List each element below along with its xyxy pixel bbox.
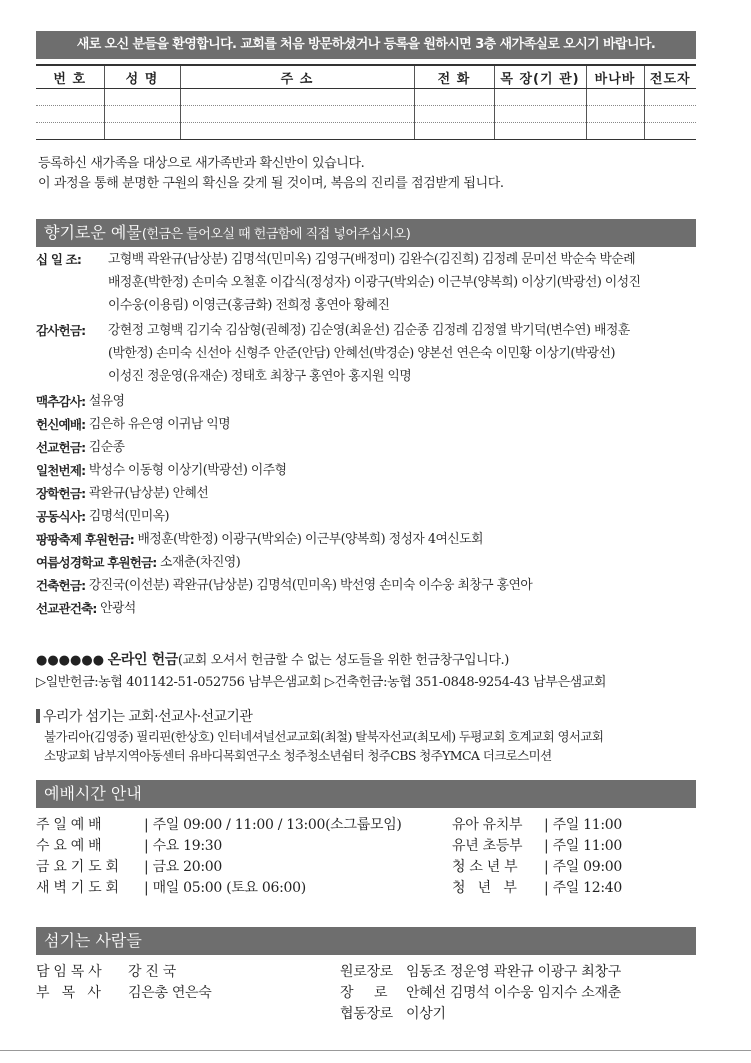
offering-names: 설유영 bbox=[88, 394, 125, 409]
offering-thanks bbox=[36, 319, 716, 388]
bottom-divider bbox=[0, 1050, 751, 1051]
offering-label: 일천번제: bbox=[36, 463, 86, 478]
offering-mission-house bbox=[36, 597, 716, 620]
header-phone: 전 화 bbox=[414, 65, 494, 89]
staff-item: 담 임 목 사 강 진 국 bbox=[36, 964, 176, 980]
table-cell[interactable] bbox=[586, 123, 644, 140]
offering-names: 안광석 bbox=[100, 601, 136, 616]
online-accounts: ▷일반헌금:농협 401142-51-052756 남부은샘교회 ▷건축헌금:농협 351-0848-9254-43 남부은샘교회 bbox=[36, 675, 607, 690]
staff-item: 부 목 사 김은총 연은숙 bbox=[36, 985, 212, 1001]
offering-label: 장학헌금: bbox=[36, 486, 86, 501]
offering-festival bbox=[36, 528, 716, 551]
worship-left-list bbox=[36, 815, 402, 899]
staff-item: 원로장로 임동조 정운영 곽완규 이광구 최창구 bbox=[340, 964, 621, 980]
online-offering bbox=[36, 649, 606, 694]
table-cell[interactable] bbox=[494, 106, 586, 123]
table-cell[interactable] bbox=[36, 89, 104, 106]
staff-left-list bbox=[36, 962, 212, 1004]
offering-thousand bbox=[36, 459, 716, 482]
table-cell[interactable] bbox=[36, 106, 104, 123]
offering-names: 강진국(이선분) 곽완규(남상분) 김명석(민미옥) 박선영 손미숙 이수웅 최창구 홍연아 bbox=[88, 578, 533, 593]
header-evangelist: 전도자 bbox=[644, 65, 696, 89]
offering-names: 배정훈(박한정) 이광구(박외순) 이근부(양복희) 정성자 4여신도회 bbox=[137, 532, 483, 547]
offering-mission bbox=[36, 436, 716, 459]
offering-names: 배정훈(박한정) 손미숙 오철훈 이갑식(정성자) 이광구(박외순) 이근부(양복희) 이상기(박광선) 이성진 bbox=[108, 275, 641, 290]
worship-item: 유년 초등부 | 주일 11:00 bbox=[452, 838, 623, 854]
table-header-row bbox=[36, 65, 696, 89]
table-cell[interactable] bbox=[180, 123, 414, 140]
online-title: 온라인 헌금 bbox=[107, 652, 178, 668]
offering-names: 고형백 곽완규(남상분) 김명석(민미옥) 김영구(배정미) 김완수(김진희) 김정례 문미선 박순숙 박순례 bbox=[108, 252, 636, 267]
offering-names: 강현정 고형백 김기숙 김삼형(권혜정) 김순영(최윤선) 김순종 김정례 김정열 박기덕(변수연) 배정훈 bbox=[108, 323, 630, 338]
offering-label: 선교관건축: bbox=[36, 601, 97, 616]
header-barnabas: 바나바 bbox=[586, 65, 644, 89]
offering-names: 김명석(민미옥) bbox=[88, 509, 170, 524]
worship-item: 수 요 예 배 | 수요 19:30 bbox=[36, 838, 223, 854]
table-cell[interactable] bbox=[494, 89, 586, 106]
welcome-banner: 새로 오신 분들을 환영합니다. 교회를 처음 방문하셨거나 등록을 원하시면 3층 새가족실로 오시기 바랍니다. bbox=[36, 31, 696, 59]
offering-names: 박성수 이동형 이상기(박광선) 이주형 bbox=[88, 463, 287, 478]
offering-label: 맥추감사: bbox=[36, 394, 86, 409]
offering-names: 소재춘(차진영) bbox=[160, 555, 241, 570]
worship-item: 금 요 기 도 회 | 금요 20:00 bbox=[36, 859, 223, 875]
offering-label: 헌신예배: bbox=[36, 417, 86, 432]
offering-harvest bbox=[36, 390, 716, 413]
offering-scholarship bbox=[36, 482, 716, 505]
table-cell[interactable] bbox=[586, 89, 644, 106]
offering-label: 감사헌금: bbox=[36, 323, 86, 338]
table-cell[interactable] bbox=[414, 123, 494, 140]
worship-item: 청 년 부 | 주일 12:40 bbox=[452, 880, 623, 896]
missions-line: 불가리아(김영중) 필리핀(한상호) 인터네셔널선교교회(최철) 탈북자선교(최모세) 두평교회 호계교회 영서교회 bbox=[44, 729, 604, 744]
offering-building bbox=[36, 574, 716, 597]
table-cell[interactable] bbox=[36, 123, 104, 140]
offering-subtitle: (헌금은 들어오실 때 헌금함에 직접 넣어주십시오) bbox=[141, 227, 411, 242]
offering-dedication bbox=[36, 413, 716, 436]
offering-label: 건축헌금: bbox=[36, 578, 86, 593]
staff-item: 장 로 안혜선 김명석 이수웅 임지수 소재춘 bbox=[340, 985, 621, 1001]
table-row bbox=[36, 123, 696, 140]
offering-label: 선교헌금: bbox=[36, 440, 86, 455]
header-number: 번 호 bbox=[36, 65, 104, 89]
table-cell[interactable] bbox=[180, 106, 414, 123]
offering-vbs bbox=[36, 551, 716, 574]
table-row bbox=[36, 89, 696, 106]
offering-label: 여름성경학교 후원헌금: bbox=[36, 555, 157, 570]
table-cell[interactable] bbox=[644, 106, 696, 123]
staff-section-title: 섬기는 사람들 bbox=[36, 927, 696, 955]
table-cell[interactable] bbox=[104, 123, 180, 140]
offering-names: (박한정) 손미숙 신선아 신형주 안준(안담) 안혜선(박경순) 양본선 연은숙 이민황 이상기(박광선) bbox=[108, 346, 615, 361]
staff-right-list bbox=[340, 962, 621, 1025]
offering-meal bbox=[36, 505, 716, 528]
offering-names: 곽완규(남상분) 안혜선 bbox=[88, 486, 209, 501]
table-cell[interactable] bbox=[586, 106, 644, 123]
registration-note-2: 이 과정을 통해 분명한 구원의 확신을 갖게 될 것이며, 복음의 진리를 점검받게 됩니다. bbox=[38, 176, 504, 191]
offering-label: 십 일 조: bbox=[36, 252, 82, 267]
worship-right-list bbox=[452, 815, 622, 899]
offering-label: 팡팡축제 후원헌금: bbox=[36, 532, 134, 547]
section-bar-icon bbox=[36, 709, 40, 723]
offering-list bbox=[36, 248, 716, 620]
registration-table bbox=[36, 64, 696, 140]
online-dots-icon: ●●●●●● bbox=[36, 653, 105, 668]
worship-item: 청 소 년 부 | 주일 09:00 bbox=[452, 859, 623, 875]
offering-tithe bbox=[36, 248, 716, 317]
offering-label: 공동식사: bbox=[36, 509, 86, 524]
offering-section-title bbox=[36, 219, 696, 247]
table-cell[interactable] bbox=[104, 106, 180, 123]
header-name: 성 명 bbox=[104, 65, 180, 89]
registration-note-1: 등록하신 새가족을 대상으로 새가족반과 확신반이 있습니다. bbox=[38, 156, 365, 171]
worship-item: 새 벽 기 도 회 | 매일 05:00 (토요 06:00) bbox=[36, 880, 306, 896]
worship-item: 유아 유치부 | 주일 11:00 bbox=[452, 817, 623, 833]
missions-title: 우리가 섬기는 교회·선교사·선교기관 bbox=[43, 709, 253, 725]
table-cell[interactable] bbox=[180, 89, 414, 106]
offering-title: 향기로운 예물 bbox=[44, 223, 142, 242]
worship-section-title: 예배시간 안내 bbox=[36, 780, 696, 808]
missions-block bbox=[36, 707, 603, 765]
staff-item: 협동장로 이상기 bbox=[340, 1006, 446, 1022]
offering-names: 김순종 bbox=[88, 440, 125, 455]
offering-names: 이성진 정운영(유재순) 정태호 최창구 홍연아 홍지원 익명 bbox=[108, 369, 412, 384]
online-desc: (교회 오셔서 헌금할 수 없는 성도들을 위한 헌금창구입니다.) bbox=[177, 653, 509, 668]
table-cell[interactable] bbox=[414, 89, 494, 106]
header-address: 주 소 bbox=[180, 65, 414, 89]
table-cell[interactable] bbox=[104, 89, 180, 106]
header-group: 목 장(기 관) bbox=[494, 65, 586, 89]
offering-names: 김은하 유은영 이귀남 익명 bbox=[88, 417, 231, 432]
table-cell[interactable] bbox=[494, 123, 586, 140]
missions-line: 소망교회 남부지역아동센터 유바디목회연구소 청주청소년쉼터 청주CBS 청주YMCA 더크로스미션 bbox=[44, 748, 552, 763]
offering-names: 이수웅(이용림) 이영근(홍금화) 전희정 홍연아 황혜진 bbox=[108, 298, 390, 313]
table-row bbox=[36, 106, 696, 123]
worship-item: 주 일 예 배 | 주일 09:00 / 11:00 / 13:00(소그룹모임) bbox=[36, 817, 402, 833]
table-cell[interactable] bbox=[414, 106, 494, 123]
table-cell[interactable] bbox=[644, 123, 696, 140]
table-cell[interactable] bbox=[644, 89, 696, 106]
